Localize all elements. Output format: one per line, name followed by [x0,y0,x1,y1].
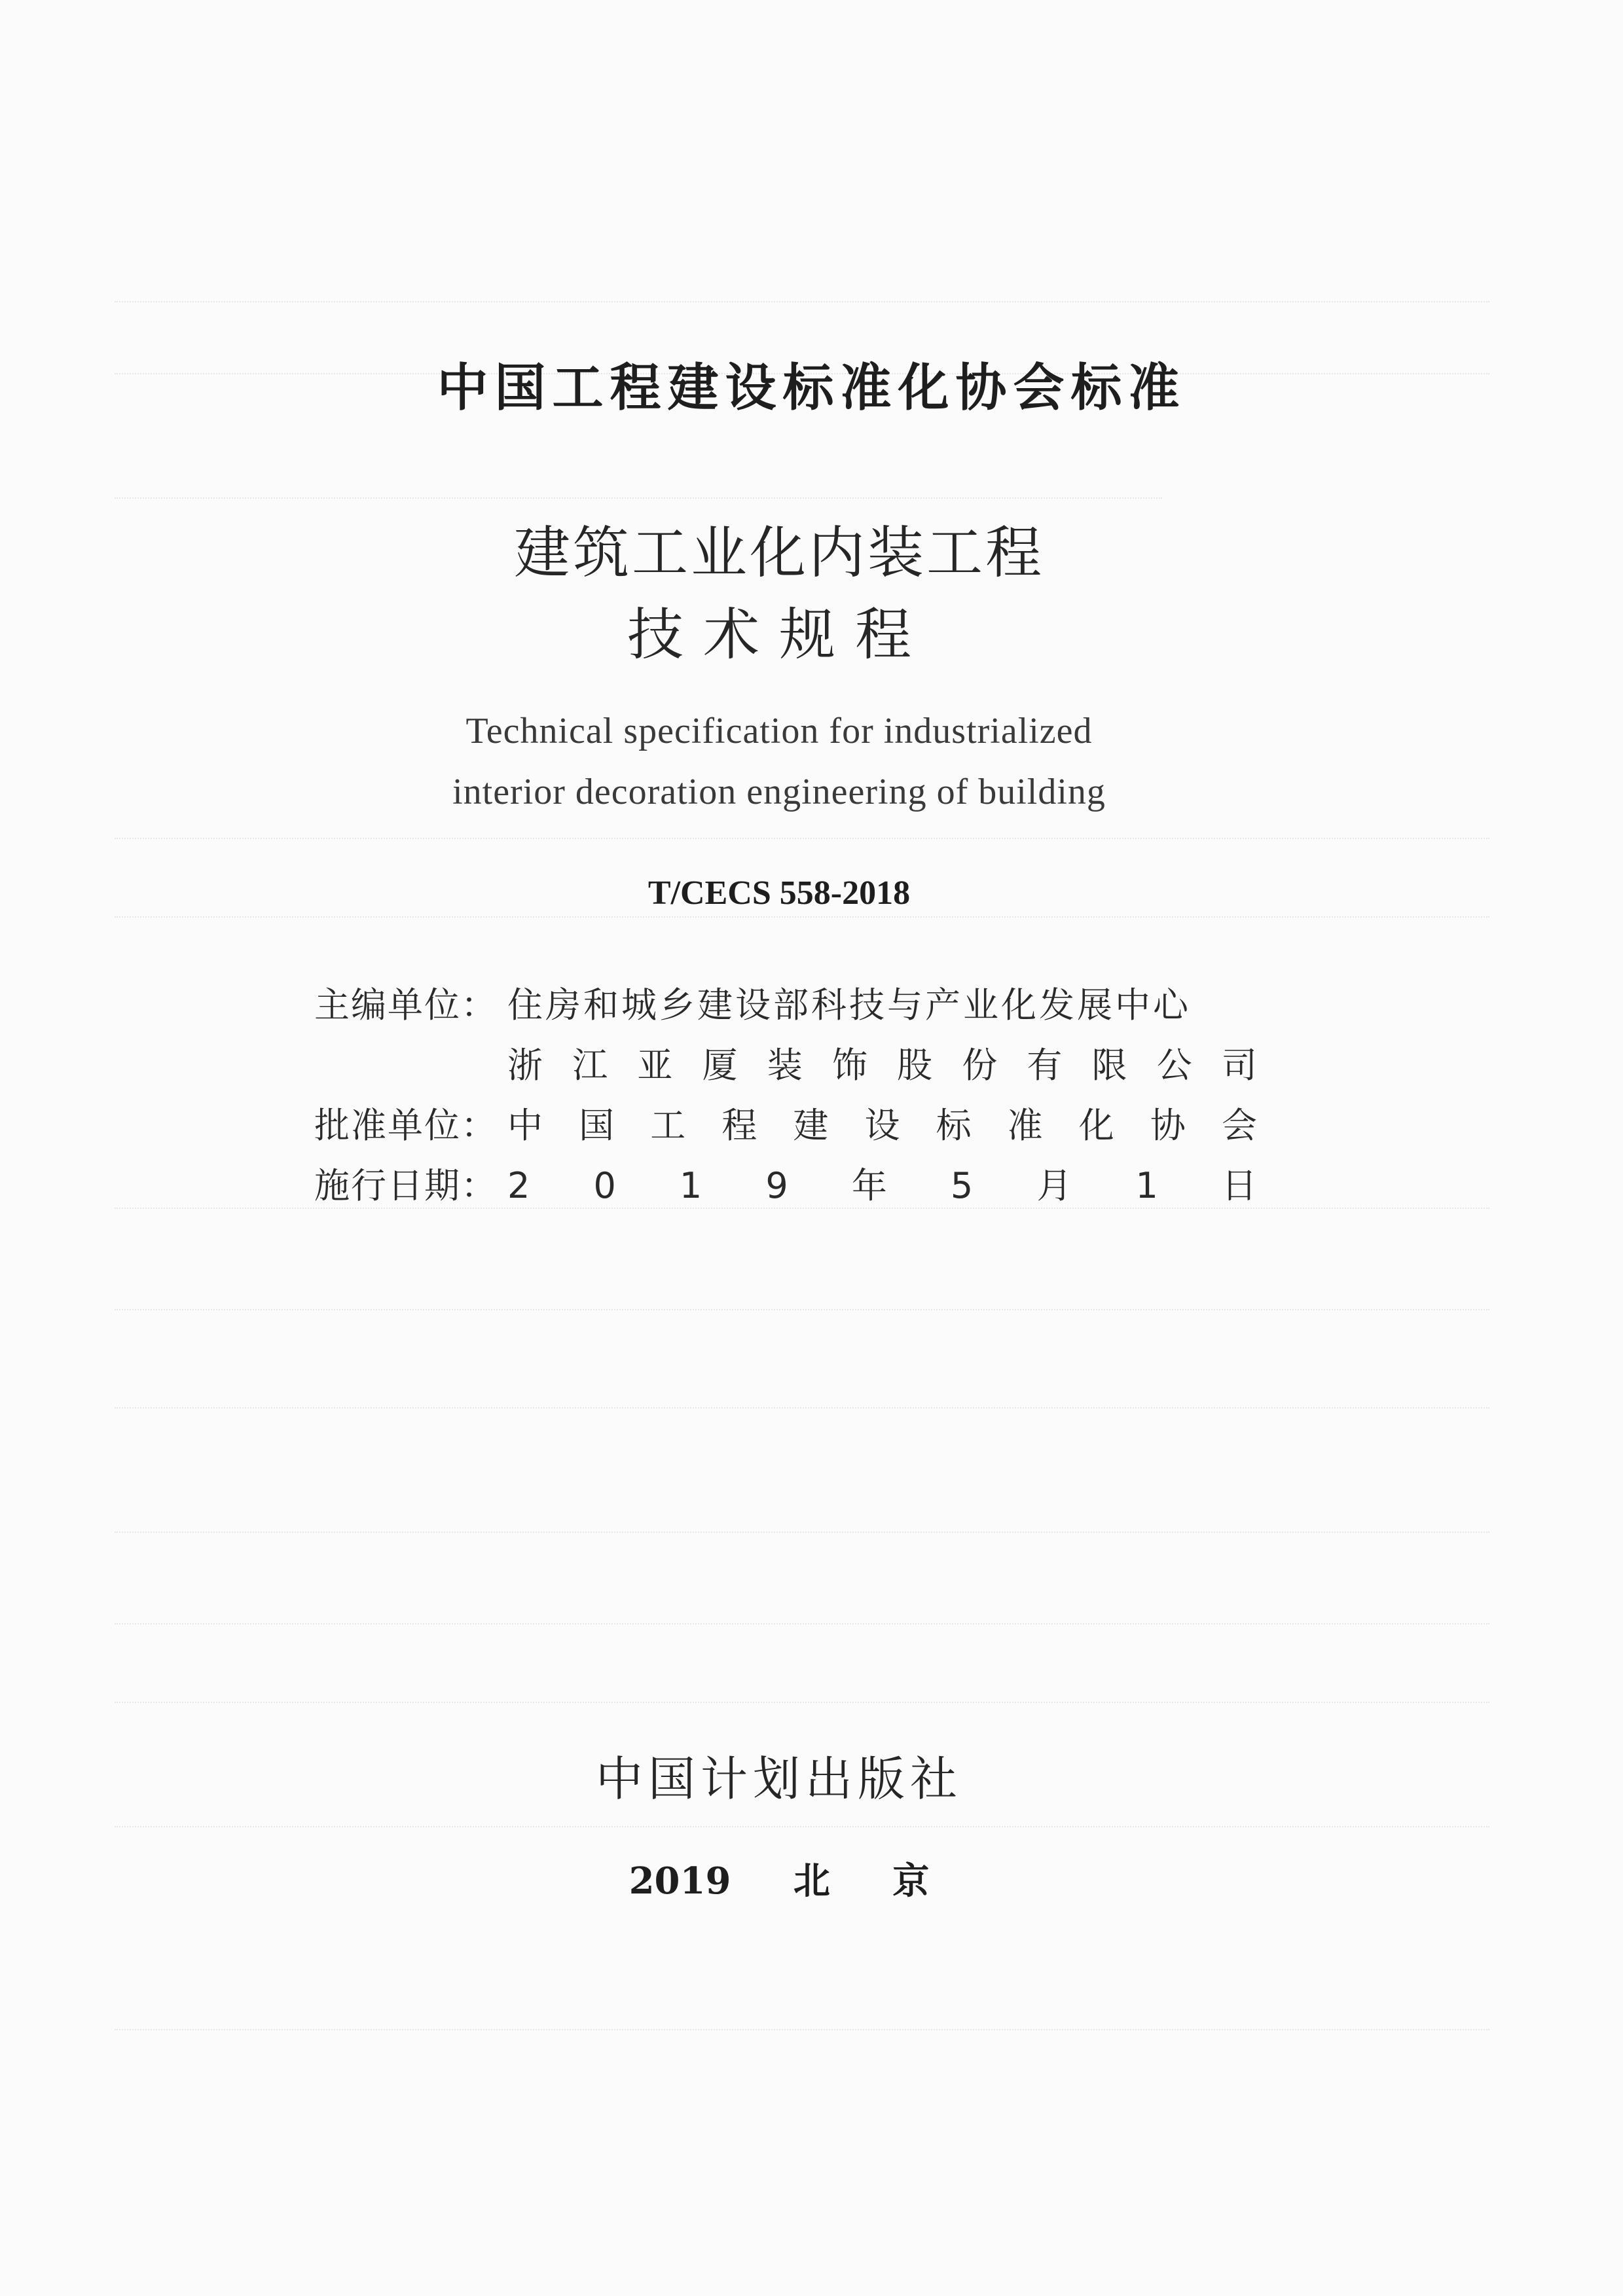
editor-row-2 [314,1035,1257,1096]
spaced-char: 0 [593,1165,616,1206]
spaced-char: 江 [572,1045,608,1086]
spaced-char: 9 [765,1165,788,1206]
standard-code: T/CECS 558-2018 [647,874,911,912]
publication-city-char-2: 京 [892,1859,930,1903]
spaced-char: 1 [1135,1165,1158,1206]
spaced-char: 股 [897,1045,933,1086]
scan-line [115,1532,1489,1533]
editor-row-1 [314,975,1257,1035]
title-cn-line1: 建筑工业化内装工程 [514,520,1044,586]
approver-label: 批准单位： [314,1105,498,1146]
scan-line [115,916,1489,918]
title-cn-line2: 技术规程 [627,602,931,668]
scan-line [115,1623,1489,1624]
scan-line [115,497,1162,499]
spaced-char: 装 [767,1045,803,1086]
spaced-char: 准 [1007,1105,1043,1146]
publisher-name: 中国计划出版社 [595,1751,962,1806]
spaced-char: 建 [793,1105,829,1146]
spaced-char: 协 [1150,1105,1186,1146]
info-block [314,975,1257,1216]
scan-line [115,301,1489,302]
spaced-char: 1 [679,1165,702,1206]
scan-line [115,1826,1489,1827]
effective-date-value [507,1156,1257,1216]
spaced-char: 月 [1036,1165,1072,1206]
publication-year: 2019 [629,1859,731,1903]
title-en-line2: interior decoration engineering of building [452,772,1106,812]
spaced-char: 日 [1221,1165,1257,1206]
spaced-char: 司 [1221,1045,1257,1086]
spaced-char: 工 [650,1105,686,1146]
spaced-char: 程 [721,1105,757,1146]
spaced-char: 限 [1091,1045,1127,1086]
title-en-line1: Technical specification for industrialized [465,711,1093,751]
spaced-char: 标 [936,1105,972,1146]
spaced-char: 公 [1156,1045,1192,1086]
spaced-char: 设 [864,1105,900,1146]
org-standard-heading: 中国工程建设标准化协会标准 [437,359,1186,418]
approver-value [507,1096,1257,1156]
effective-date-label: 施行日期： [314,1165,498,1206]
spaced-char: 国 [579,1105,615,1146]
spaced-char: 浙 [507,1045,543,1086]
spaced-char: 会 [1221,1105,1257,1146]
scan-line [115,1702,1489,1703]
spaced-char: 份 [962,1045,998,1086]
publication-city-char-1: 北 [793,1859,830,1903]
spaced-char: 2 [507,1165,530,1206]
spaced-char: 5 [950,1165,974,1206]
scan-line [115,1309,1489,1310]
spaced-char: 有 [1027,1045,1063,1086]
spaced-char: 化 [1078,1105,1114,1146]
scan-line [115,2029,1489,2030]
spaced-char: 厦 [702,1045,738,1086]
editor-value-1: 住房和城乡建设部科技与产业化发展中心 [507,984,1191,1026]
editor-label: 主编单位： [314,984,498,1026]
effective-date-row [314,1156,1257,1216]
approver-row [314,1096,1257,1156]
spaced-char: 年 [851,1165,887,1206]
spaced-char: 亚 [637,1045,673,1086]
editor-value-2 [507,1035,1257,1096]
spaced-char: 中 [507,1105,543,1146]
publication-place [0,1852,1558,1905]
scan-line [115,838,1489,839]
scan-line [115,1407,1489,1408]
spaced-char: 饰 [831,1045,867,1086]
